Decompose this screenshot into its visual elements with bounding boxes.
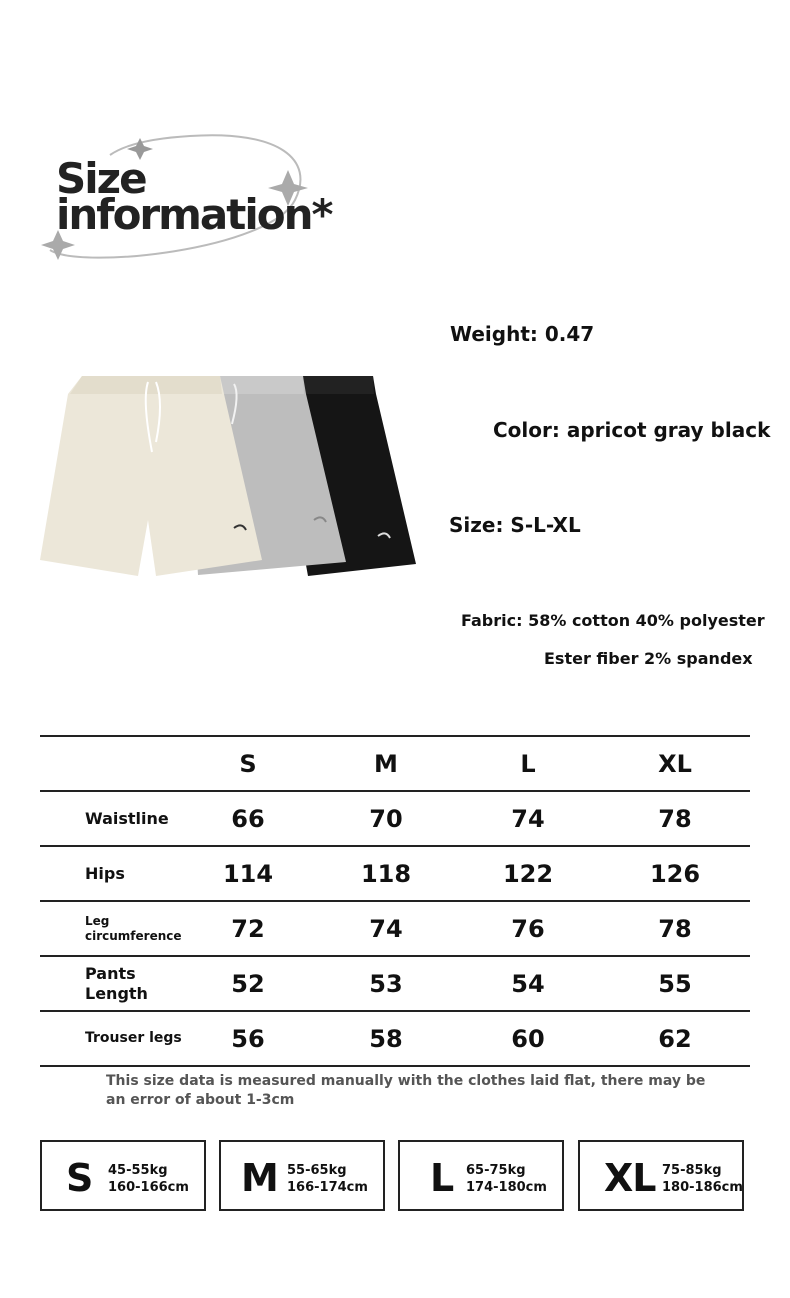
size-guide-weight: 75-85kg xyxy=(662,1163,722,1178)
spec-weight: Weight: 0.47 xyxy=(450,322,595,346)
size-guide-xl xyxy=(578,1140,744,1211)
table-cell: 52 xyxy=(231,969,265,998)
table-cell: 70 xyxy=(369,804,403,833)
header-l: L xyxy=(520,749,536,778)
size-guide-weight: 55-65kg xyxy=(287,1163,347,1178)
row-label-line1: Pants xyxy=(85,964,136,984)
size-guide-weight: 65-75kg xyxy=(466,1163,526,1178)
row-label-leg-circumference xyxy=(85,902,182,955)
table-cell: 114 xyxy=(222,859,274,888)
header-m: M xyxy=(374,749,398,778)
table-cell: 78 xyxy=(658,804,692,833)
row-label-trouser-legs: Trouser legs xyxy=(85,1030,182,1047)
table-cell: 74 xyxy=(369,914,403,943)
size-guide-letter: M xyxy=(241,1155,278,1200)
size-guide-height: 166-174cm xyxy=(287,1180,368,1195)
size-guide-letter: S xyxy=(66,1155,93,1200)
table-cell: 76 xyxy=(511,914,545,943)
size-guide-height: 180-186cm xyxy=(662,1180,743,1195)
table-cell: 126 xyxy=(649,859,701,888)
table-cell: 78 xyxy=(658,914,692,943)
spec-color: Color: apricot gray black xyxy=(493,418,771,442)
table-cell: 54 xyxy=(511,969,545,998)
spec-fabric-line2: Ester fiber 2% spandex xyxy=(544,649,753,668)
row-label-line1: Leg xyxy=(85,914,110,929)
size-guide-info xyxy=(287,1162,368,1196)
table-cell: 55 xyxy=(658,969,692,998)
size-guide-weight: 45-55kg xyxy=(108,1163,168,1178)
size-guide-info xyxy=(662,1162,743,1196)
table-cell: 53 xyxy=(369,969,403,998)
size-guide-height: 160-166cm xyxy=(108,1180,189,1195)
size-guide-height: 174-180cm xyxy=(466,1180,547,1195)
size-information-logo xyxy=(40,130,340,265)
table-cell: 58 xyxy=(369,1024,403,1053)
table-row xyxy=(40,790,750,845)
row-label-hips: Hips xyxy=(85,863,125,883)
table-cell: 62 xyxy=(658,1024,692,1053)
table-row xyxy=(40,900,750,955)
row-label-pants-length xyxy=(85,957,148,1010)
table-header-row xyxy=(40,735,750,790)
table-cell: 118 xyxy=(360,859,412,888)
table-cell: 74 xyxy=(511,804,545,833)
table-cell: 66 xyxy=(231,804,265,833)
table-cell: 60 xyxy=(511,1024,545,1053)
table-row xyxy=(40,845,750,900)
header-s: S xyxy=(239,749,257,778)
size-guide-m xyxy=(219,1140,385,1211)
measurement-note: This size data is measured manually with the clothes laid flat, there may be an error of about 1-3cm xyxy=(106,1073,706,1108)
row-label-waistline: Waistline xyxy=(85,808,169,828)
table-row xyxy=(40,1010,750,1067)
header-xl: XL xyxy=(658,749,692,778)
size-guide-s xyxy=(40,1140,206,1211)
size-guide-letter: L xyxy=(430,1155,454,1200)
logo-title-line1: Size xyxy=(56,154,146,203)
logo-title-line2: information* xyxy=(56,190,332,239)
row-label-line2: Length xyxy=(85,983,148,1003)
spec-fabric-line1: Fabric: 58% cotton 40% polyester xyxy=(461,611,765,630)
size-guide-info xyxy=(466,1162,547,1196)
product-image xyxy=(38,370,418,580)
size-guide-l xyxy=(398,1140,564,1211)
size-table xyxy=(40,735,750,1067)
spec-size: Size: S-L-XL xyxy=(449,513,581,537)
table-cell: 56 xyxy=(231,1024,265,1053)
row-label-line2: circumference xyxy=(85,928,182,943)
table-row xyxy=(40,955,750,1010)
size-guide-letter: XL xyxy=(604,1155,656,1200)
table-cell: 72 xyxy=(231,914,265,943)
table-cell: 122 xyxy=(502,859,554,888)
size-guide-info xyxy=(108,1162,189,1196)
